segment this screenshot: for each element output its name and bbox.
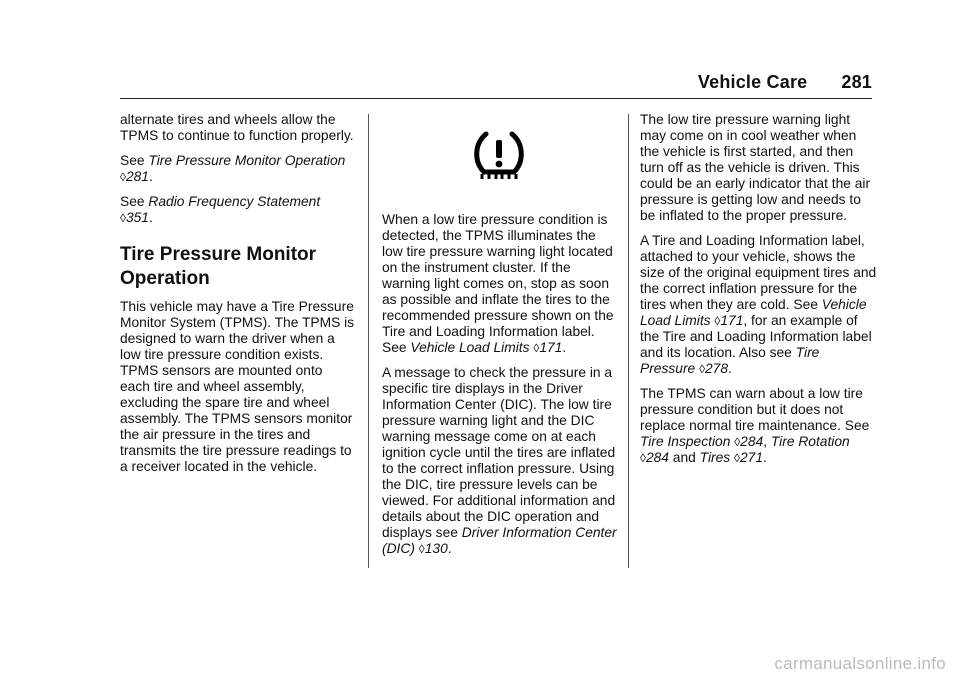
page-link[interactable]: 171 <box>720 313 744 328</box>
page-link[interactable]: 130 <box>424 541 448 556</box>
page-link[interactable]: 171 <box>539 340 563 355</box>
column-3 <box>640 112 878 475</box>
link-radio-frequency-statement[interactable]: Radio Frequency Statement <box>148 194 321 209</box>
cross-reference: See Tire Pressure Monitor Operation ◊281. <box>120 153 346 184</box>
section-heading: Tire Pressure Monitor Operation <box>120 244 317 289</box>
watermark: carmanualsonline.info <box>774 654 946 673</box>
page-link[interactable]: 281 <box>125 169 149 184</box>
column-divider <box>368 114 369 568</box>
paragraph: alternate tires and wheels allow the TPMS to continue to function properly. <box>120 112 354 143</box>
paragraph: The low tire pressure warning light may come on in cool weather when the vehicle is first started, and then turn off as the vehicle is driven. This could be an early indicator that the air pressure is getting low and needs to be inflated to the proper pressure. <box>640 112 871 223</box>
link-tire-inspection[interactable]: Tire Inspection <box>640 434 731 449</box>
page-link[interactable]: 278 <box>705 361 729 376</box>
page-ref-icon: ◊ <box>533 341 540 355</box>
column-2 <box>382 212 620 566</box>
page-link[interactable]: 284 <box>645 450 669 465</box>
paragraph: When a low tire pressure condition is detected, the TPMS illuminates the low tire pressure warning light located on the instrument cluster. If the warning light comes on, stop as soon as possible and inflate the tires to the recommended pressure shown on the Tire and Loading Information label. See Vehicle Load Limits ◊171. <box>382 212 614 355</box>
page-ref-icon: ◊ <box>120 170 126 184</box>
paragraph: A Tire and Loading Information label, attached to your vehicle, shows the size of the original equipment tires and the correct inflation pressure for the tires when they are cold. See Vehicle Load Limits ◊171, for an example of the Tire and Loading Information label and its location. Also see Tire Pressure ◊278. <box>640 233 877 376</box>
page-ref-icon: ◊ <box>120 211 126 225</box>
paragraph: A message to check the pressure in a specific tire displays in the Driver Information Center (DIC). The low tire pressure warning light and the DIC warning message come on at each ignition cycle until the tires are inflated to the correct inflation pressure. Using the DIC, tire pressure levels can be viewed. For additional information and details about the DIC operation and displays see Driver Information Center (DIC) ◊130. <box>382 365 617 556</box>
link-driver-information-center[interactable]: Driver Information Center (DIC) <box>382 525 617 556</box>
page-ref-icon: ◊ <box>734 451 740 465</box>
link-vehicle-load-limits[interactable]: Vehicle Load Limits <box>410 340 530 355</box>
link-tire-pressure[interactable]: Tire Pressure <box>640 345 820 376</box>
page-link[interactable]: 351 <box>125 210 149 225</box>
page-number: 281 <box>841 72 872 92</box>
cross-reference: See Radio Frequency Statement ◊351. <box>120 194 321 225</box>
page-header <box>698 72 872 93</box>
link-vehicle-load-limits[interactable]: Vehicle Load Limits <box>640 297 867 328</box>
link-tire-pressure-monitor-operation[interactable]: Tire Pressure Monitor Operation <box>148 153 346 168</box>
column-1 <box>120 112 356 484</box>
paragraph: This vehicle may have a Tire Pressure Monitor System (TPMS). The TPMS is designed to warn the driver when a low tire pressure condition exists. TPMS sensors are mounted onto each tire and wheel assembly, excluding the spare tire and wheel assembly. The TPMS sensors monitor the air pressure in the tires and transmits the tire pressure readings to a receiver located in the vehicle. <box>120 299 355 474</box>
page-ref-icon: ◊ <box>640 451 646 465</box>
page-link[interactable]: 284 <box>740 434 764 449</box>
section-title: Vehicle Care <box>697 72 808 92</box>
header-rule <box>120 98 872 99</box>
link-tires[interactable]: Tires <box>699 450 731 465</box>
column-divider <box>628 114 629 568</box>
page-ref-icon: ◊ <box>714 314 721 328</box>
link-tire-rotation[interactable]: Tire Rotation <box>770 434 850 449</box>
page-ref-icon: ◊ <box>734 435 741 449</box>
page-link[interactable]: 271 <box>739 450 764 465</box>
tire-pressure-warning-icon <box>472 130 526 182</box>
page-ref-icon: ◊ <box>699 362 705 376</box>
paragraph: The TPMS can warn about a low tire pressure condition but it does not replace normal tire maintenance. See Tire Inspection ◊284, Tire Rotation ◊284 and Tires ◊271. <box>640 386 870 465</box>
page-ref-icon: ◊ <box>418 542 425 556</box>
